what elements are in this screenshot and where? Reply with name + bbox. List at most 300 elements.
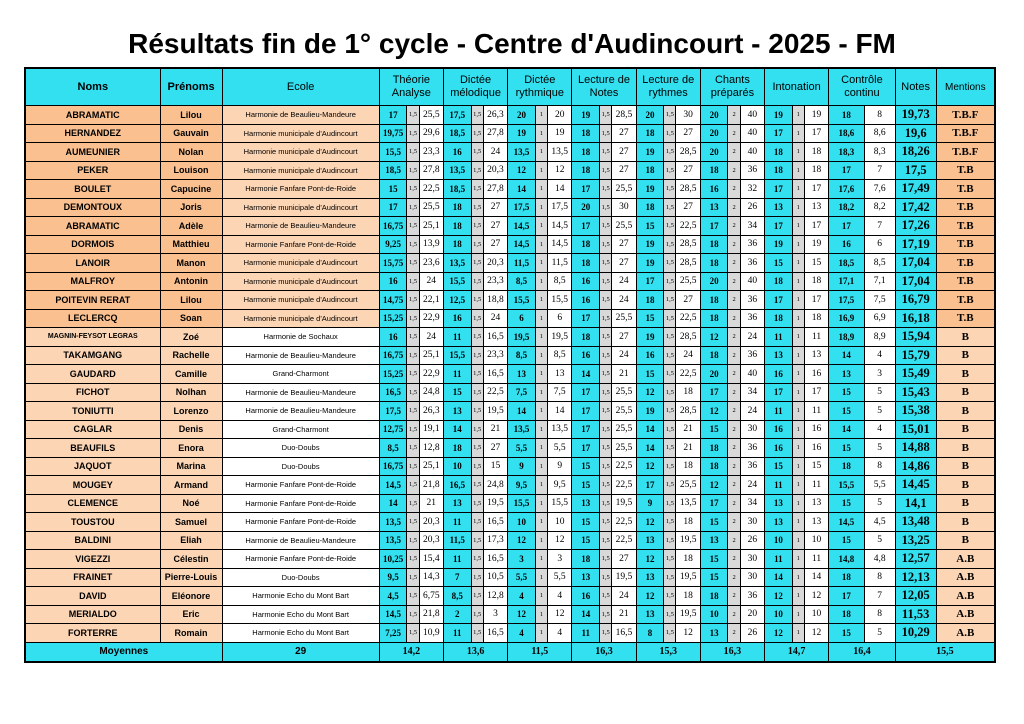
score-weighted: 21 — [612, 605, 636, 624]
score-value: 11 — [443, 513, 471, 532]
mention-badge: B — [936, 420, 995, 439]
score-coefficient: 1,5 — [407, 624, 419, 643]
student-last-name: FRAINET — [25, 568, 160, 587]
student-first-name: Camille — [160, 365, 222, 384]
mention-badge: B — [936, 531, 995, 550]
score-coefficient: 1,5 — [407, 180, 419, 199]
student-first-name: Lilou — [160, 291, 222, 310]
score-coefficient: 1,5 — [407, 309, 419, 328]
score-value: 12 — [636, 457, 664, 476]
score-value: 12 — [700, 402, 728, 421]
score-coefficient: 1 — [792, 476, 804, 495]
score-weighted: 24 — [740, 476, 764, 495]
student-last-name: DEMONTOUX — [25, 198, 160, 217]
score-weighted: 40 — [740, 143, 764, 162]
column-average: 16,4 — [829, 642, 895, 662]
table-row — [25, 272, 995, 291]
score-coefficient: 1,5 — [407, 217, 419, 236]
continuous-bonus: 5 — [864, 383, 895, 402]
score-coefficient: 1,5 — [600, 254, 612, 273]
score-weighted: 30 — [612, 198, 636, 217]
student-school: Harmonie Echo du Mont Bart — [222, 605, 379, 624]
score-weighted: 14 — [804, 568, 828, 587]
student-last-name: POITEVIN RERAT — [25, 291, 160, 310]
score-coefficient: 1,5 — [664, 235, 676, 254]
student-first-name: Matthieu — [160, 235, 222, 254]
score-weighted: 26,3 — [483, 106, 507, 125]
score-value: 15,75 — [379, 254, 407, 273]
score-value: 15,5 — [379, 143, 407, 162]
score-weighted: 24 — [612, 346, 636, 365]
score-value: 20 — [508, 106, 536, 125]
student-first-name: Marina — [160, 457, 222, 476]
score-coefficient: 1,5 — [664, 550, 676, 569]
final-grade: 19,73 — [895, 106, 936, 125]
mention-badge: T.B — [936, 254, 995, 273]
score-weighted: 27,8 — [483, 124, 507, 143]
student-first-name: Zoé — [160, 328, 222, 347]
student-count: 29 — [222, 642, 379, 662]
score-coefficient: 2 — [728, 198, 740, 217]
score-weighted: 22,5 — [612, 513, 636, 532]
table-row — [25, 531, 995, 550]
continuous-score: 14,8 — [829, 550, 864, 569]
student-school: Duo-Doubs — [222, 568, 379, 587]
score-coefficient: 1 — [535, 457, 547, 476]
score-value: 8,5 — [443, 587, 471, 606]
score-value: 10,25 — [379, 550, 407, 569]
score-weighted: 36 — [740, 235, 764, 254]
student-first-name: Noé — [160, 494, 222, 513]
student-school: Harmonie municipale d'Audincourt — [222, 254, 379, 273]
student-last-name: LANOIR — [25, 254, 160, 273]
score-weighted: 16 — [804, 420, 828, 439]
table-row — [25, 106, 995, 125]
score-value: 12 — [700, 328, 728, 347]
student-last-name: BOULET — [25, 180, 160, 199]
score-value: 12 — [636, 550, 664, 569]
score-value: 16 — [636, 346, 664, 365]
score-value: 15,5 — [443, 272, 471, 291]
continuous-score: 15 — [829, 402, 864, 421]
score-coefficient: 1,5 — [664, 439, 676, 458]
student-first-name: Célestin — [160, 550, 222, 569]
student-school: Duo-Doubs — [222, 457, 379, 476]
continuous-score: 16,9 — [829, 309, 864, 328]
score-weighted: 16,5 — [483, 365, 507, 384]
continuous-score: 17 — [829, 217, 864, 236]
score-coefficient: 1 — [792, 143, 804, 162]
score-coefficient: 2 — [728, 346, 740, 365]
score-weighted: 22,9 — [419, 309, 443, 328]
score-value: 20 — [636, 106, 664, 125]
continuous-bonus: 4 — [864, 420, 895, 439]
score-value: 17 — [636, 476, 664, 495]
mention-badge: T.B.F — [936, 106, 995, 125]
score-value: 8,5 — [508, 346, 536, 365]
column-average: 13,6 — [443, 642, 507, 662]
continuous-bonus: 5 — [864, 531, 895, 550]
mention-badge: T.B.F — [936, 143, 995, 162]
header-ecole: Ecole — [222, 68, 379, 106]
score-value: 18 — [636, 291, 664, 310]
score-coefficient: 1,5 — [407, 420, 419, 439]
score-weighted: 13 — [804, 346, 828, 365]
final-grade: 17,5 — [895, 161, 936, 180]
score-coefficient: 1,5 — [471, 198, 483, 217]
mention-badge: T.B — [936, 180, 995, 199]
score-coefficient: 1,5 — [471, 328, 483, 347]
score-weighted: 11 — [804, 476, 828, 495]
score-coefficient: 1 — [535, 217, 547, 236]
score-weighted: 28,5 — [612, 106, 636, 125]
score-value: 10 — [443, 457, 471, 476]
score-value: 17 — [572, 402, 600, 421]
student-school: Harmonie Echo du Mont Bart — [222, 624, 379, 643]
score-coefficient: 1,5 — [471, 587, 483, 606]
score-coefficient: 1,5 — [600, 550, 612, 569]
score-value: 14,75 — [379, 291, 407, 310]
student-first-name: Eléonore — [160, 587, 222, 606]
score-weighted: 18 — [804, 143, 828, 162]
score-weighted: 25,5 — [612, 309, 636, 328]
score-weighted: 25,5 — [676, 476, 700, 495]
mention-badge: B — [936, 476, 995, 495]
score-weighted: 22,1 — [419, 291, 443, 310]
score-value: 16 — [700, 180, 728, 199]
score-weighted: 19,5 — [676, 531, 700, 550]
score-value: 18 — [765, 143, 793, 162]
score-value: 17 — [765, 217, 793, 236]
score-weighted: 11 — [804, 550, 828, 569]
score-weighted: 24 — [419, 328, 443, 347]
score-value: 18 — [572, 124, 600, 143]
score-weighted: 20,3 — [483, 161, 507, 180]
score-coefficient: 1,5 — [471, 439, 483, 458]
score-weighted: 17,3 — [483, 531, 507, 550]
score-weighted: 21 — [612, 365, 636, 384]
score-coefficient: 1,5 — [600, 180, 612, 199]
score-weighted: 23,3 — [483, 272, 507, 291]
student-last-name: FICHOT — [25, 383, 160, 402]
score-value: 15 — [572, 476, 600, 495]
score-weighted: 24 — [419, 272, 443, 291]
continuous-score: 15 — [829, 624, 864, 643]
continuous-bonus: 6,9 — [864, 309, 895, 328]
score-coefficient: 1,5 — [664, 402, 676, 421]
score-weighted: 3 — [483, 605, 507, 624]
score-weighted: 40 — [740, 272, 764, 291]
score-coefficient: 1 — [792, 235, 804, 254]
score-value: 13 — [700, 624, 728, 643]
score-weighted: 15,5 — [548, 494, 572, 513]
score-coefficient: 1,5 — [600, 198, 612, 217]
header-mentions: Mentions — [936, 68, 995, 106]
mention-badge: A.B — [936, 568, 995, 587]
score-weighted: 25,5 — [612, 217, 636, 236]
score-value: 16,75 — [379, 346, 407, 365]
score-value: 14,5 — [379, 605, 407, 624]
score-value: 10 — [508, 513, 536, 532]
student-first-name: Gauvain — [160, 124, 222, 143]
score-coefficient: 1,5 — [600, 161, 612, 180]
score-weighted: 22,5 — [483, 383, 507, 402]
score-coefficient: 1,5 — [407, 402, 419, 421]
mention-badge: B — [936, 402, 995, 421]
score-weighted: 25,5 — [612, 180, 636, 199]
score-weighted: 27 — [676, 161, 700, 180]
continuous-bonus: 5 — [864, 494, 895, 513]
mention-badge: T.B — [936, 161, 995, 180]
score-value: 17 — [572, 383, 600, 402]
table-row — [25, 254, 995, 273]
score-value: 18 — [700, 346, 728, 365]
student-first-name: Lilou — [160, 106, 222, 125]
score-weighted: 36 — [740, 439, 764, 458]
score-value: 18,5 — [379, 161, 407, 180]
student-first-name: Denis — [160, 420, 222, 439]
continuous-bonus: 8,6 — [864, 124, 895, 143]
score-weighted: 4 — [548, 587, 572, 606]
score-weighted: 21 — [419, 494, 443, 513]
score-weighted: 24 — [612, 587, 636, 606]
score-weighted: 12,8 — [483, 587, 507, 606]
score-weighted: 14 — [548, 402, 572, 421]
score-value: 13 — [443, 494, 471, 513]
score-value: 13 — [443, 402, 471, 421]
score-coefficient: 1 — [792, 291, 804, 310]
score-coefficient: 2 — [728, 513, 740, 532]
student-school: Harmonie de Beaulieu-Mandeure — [222, 217, 379, 236]
final-grade: 13,25 — [895, 531, 936, 550]
score-weighted: 25,1 — [419, 457, 443, 476]
score-value: 18 — [572, 235, 600, 254]
score-weighted: 16,5 — [483, 624, 507, 643]
score-weighted: 8,5 — [548, 272, 572, 291]
score-value: 18 — [700, 254, 728, 273]
score-coefficient: 1,5 — [600, 272, 612, 291]
score-value: 17 — [765, 124, 793, 143]
score-coefficient: 1,5 — [664, 161, 676, 180]
score-coefficient: 1,5 — [600, 605, 612, 624]
student-last-name: FORTERRE — [25, 624, 160, 643]
score-weighted: 17 — [804, 383, 828, 402]
student-last-name: VIGEZZI — [25, 550, 160, 569]
score-weighted: 25,5 — [676, 272, 700, 291]
score-coefficient: 1 — [535, 605, 547, 624]
student-first-name: Soan — [160, 309, 222, 328]
score-value: 18 — [572, 161, 600, 180]
student-first-name: Manon — [160, 254, 222, 273]
score-weighted: 34 — [740, 383, 764, 402]
score-coefficient: 1,5 — [407, 457, 419, 476]
score-coefficient: 1,5 — [471, 365, 483, 384]
score-coefficient: 2 — [728, 550, 740, 569]
score-weighted: 27 — [676, 291, 700, 310]
score-weighted: 25,5 — [612, 420, 636, 439]
score-weighted: 19,5 — [483, 402, 507, 421]
final-grade: 17,49 — [895, 180, 936, 199]
score-coefficient: 1 — [792, 494, 804, 513]
score-value: 13 — [700, 198, 728, 217]
student-school: Harmonie de Beaulieu-Mandeure — [222, 383, 379, 402]
score-weighted: 19 — [804, 106, 828, 125]
score-coefficient: 1,5 — [664, 217, 676, 236]
score-weighted: 6,75 — [419, 587, 443, 606]
score-value: 18 — [765, 272, 793, 291]
mention-badge: B — [936, 365, 995, 384]
score-coefficient: 1,5 — [664, 328, 676, 347]
score-coefficient: 1 — [792, 180, 804, 199]
score-coefficient: 1,5 — [600, 494, 612, 513]
student-first-name: Pierre-Louis — [160, 568, 222, 587]
score-coefficient: 2 — [728, 106, 740, 125]
score-value: 15 — [572, 457, 600, 476]
score-value: 13,5 — [508, 420, 536, 439]
score-weighted: 27 — [612, 143, 636, 162]
score-value: 18,5 — [443, 124, 471, 143]
score-value: 13 — [700, 531, 728, 550]
final-grade: 15,38 — [895, 402, 936, 421]
column-average: 16,3 — [572, 642, 636, 662]
student-last-name: TONIUTTI — [25, 402, 160, 421]
score-value: 18 — [700, 161, 728, 180]
score-value: 20 — [700, 272, 728, 291]
table-row — [25, 457, 995, 476]
score-value: 9,25 — [379, 235, 407, 254]
score-value: 18 — [765, 309, 793, 328]
mention-badge: T.B — [936, 272, 995, 291]
score-value: 11,5 — [443, 531, 471, 550]
score-coefficient: 1 — [792, 624, 804, 643]
student-last-name: DAVID — [25, 587, 160, 606]
score-coefficient: 1,5 — [600, 217, 612, 236]
table-row — [25, 568, 995, 587]
score-weighted: 11 — [804, 328, 828, 347]
score-value: 4,5 — [379, 587, 407, 606]
score-weighted: 34 — [740, 494, 764, 513]
score-coefficient: 1 — [792, 420, 804, 439]
score-value: 15,5 — [443, 346, 471, 365]
score-weighted: 12,8 — [419, 439, 443, 458]
score-coefficient: 1 — [792, 605, 804, 624]
student-school: Harmonie de Beaulieu-Mandeure — [222, 531, 379, 550]
score-value: 16 — [443, 309, 471, 328]
student-last-name: DORMOIS — [25, 235, 160, 254]
score-coefficient: 2 — [728, 605, 740, 624]
continuous-bonus: 7 — [864, 161, 895, 180]
header-controle: Contrôle continu — [829, 68, 895, 106]
score-weighted: 14 — [548, 180, 572, 199]
score-value: 15 — [636, 217, 664, 236]
score-weighted: 15,4 — [419, 550, 443, 569]
score-value: 4 — [508, 624, 536, 643]
score-coefficient: 1,5 — [471, 235, 483, 254]
continuous-bonus: 8,3 — [864, 143, 895, 162]
student-last-name: GAUDARD — [25, 365, 160, 384]
mention-badge: B — [936, 457, 995, 476]
student-first-name: Louison — [160, 161, 222, 180]
score-value: 5,5 — [508, 439, 536, 458]
score-value: 14 — [572, 365, 600, 384]
score-coefficient: 1,5 — [407, 235, 419, 254]
score-coefficient: 1 — [792, 106, 804, 125]
score-coefficient: 2 — [728, 420, 740, 439]
score-coefficient: 1,5 — [471, 420, 483, 439]
score-value: 7,25 — [379, 624, 407, 643]
student-last-name: BEAUFILS — [25, 439, 160, 458]
score-value: 18 — [572, 328, 600, 347]
score-weighted: 13,5 — [548, 420, 572, 439]
score-weighted: 36 — [740, 587, 764, 606]
score-weighted: 24 — [483, 309, 507, 328]
score-value: 17 — [379, 198, 407, 217]
score-value: 11 — [765, 550, 793, 569]
score-weighted: 21,8 — [419, 476, 443, 495]
table-row — [25, 420, 995, 439]
score-coefficient: 1,5 — [471, 309, 483, 328]
score-weighted: 19,5 — [612, 568, 636, 587]
score-coefficient: 2 — [728, 568, 740, 587]
mention-badge: T.B — [936, 309, 995, 328]
score-coefficient: 1,5 — [407, 550, 419, 569]
header-chants: Chants préparés — [700, 68, 764, 106]
score-coefficient: 1 — [535, 180, 547, 199]
score-weighted: 26 — [740, 624, 764, 643]
score-weighted: 5,5 — [548, 439, 572, 458]
score-value: 17 — [765, 291, 793, 310]
score-value: 16 — [379, 328, 407, 347]
student-school: Harmonie Fanfare Pont-de-Roide — [222, 235, 379, 254]
score-value: 15 — [700, 420, 728, 439]
student-last-name: CAGLAR — [25, 420, 160, 439]
table-row — [25, 439, 995, 458]
score-coefficient: 1,5 — [471, 272, 483, 291]
score-weighted: 12 — [804, 624, 828, 643]
score-weighted: 36 — [740, 254, 764, 273]
table-row — [25, 309, 995, 328]
score-weighted: 27,8 — [419, 161, 443, 180]
score-weighted: 24 — [483, 143, 507, 162]
score-coefficient: 1,5 — [664, 568, 676, 587]
score-value: 13,5 — [443, 161, 471, 180]
score-value: 18 — [443, 439, 471, 458]
continuous-bonus: 7 — [864, 217, 895, 236]
averages-label: Moyennes — [25, 642, 222, 662]
score-value: 10 — [765, 605, 793, 624]
student-first-name: Capucine — [160, 180, 222, 199]
score-coefficient: 1,5 — [664, 476, 676, 495]
score-weighted: 25,1 — [419, 346, 443, 365]
score-weighted: 10,9 — [419, 624, 443, 643]
score-coefficient: 1 — [792, 124, 804, 143]
score-coefficient: 1,5 — [407, 476, 419, 495]
final-grade: 16,18 — [895, 309, 936, 328]
score-value: 13 — [765, 346, 793, 365]
score-weighted: 27 — [612, 550, 636, 569]
score-value: 19 — [508, 124, 536, 143]
student-school: Harmonie municipale d'Audincourt — [222, 272, 379, 291]
score-coefficient: 1 — [792, 346, 804, 365]
score-coefficient: 1 — [535, 124, 547, 143]
score-value: 12 — [700, 476, 728, 495]
score-weighted: 34 — [740, 217, 764, 236]
score-coefficient: 1,5 — [600, 124, 612, 143]
header-theorie: Théorie Analyse — [379, 68, 443, 106]
score-value: 14 — [572, 605, 600, 624]
continuous-bonus: 8 — [864, 457, 895, 476]
score-value: 13 — [508, 365, 536, 384]
